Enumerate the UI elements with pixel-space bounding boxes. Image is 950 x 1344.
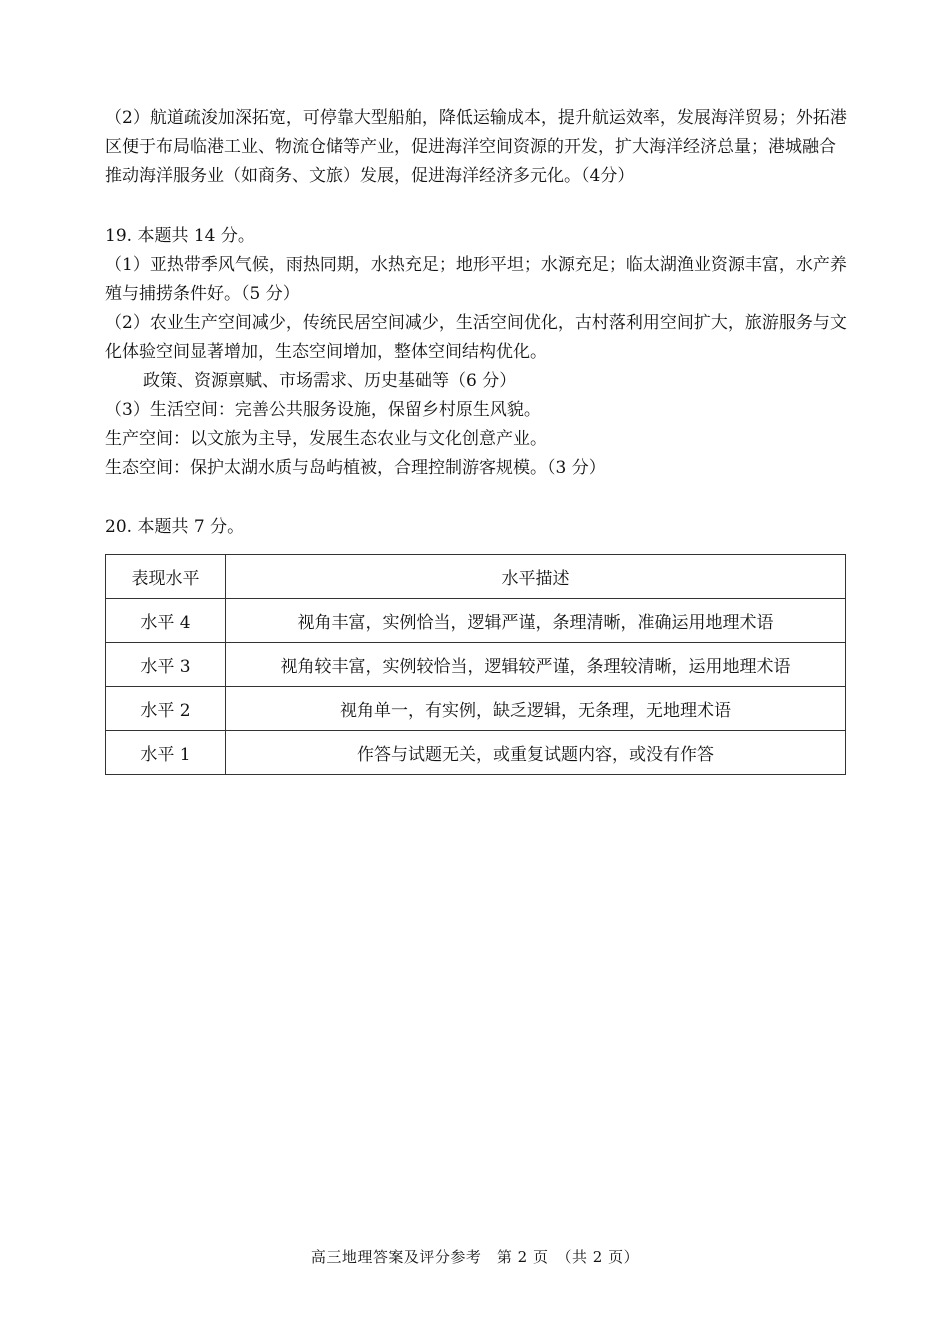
q19-part3-living-space: （3）生活空间：完善公共服务设施，保留乡村原生风貌。 — [105, 400, 541, 420]
row-description: 视角单一，有实例，缺乏逻辑，无条理，无地理术语 — [226, 687, 846, 731]
header-level: 表现水平 — [106, 555, 226, 599]
q19-part2-answer: （2）农业生产空间减少，传统民居空间减少，生活空间优化，古村落利用空间扩大，旅游服务与文化体验空间显著增加，生态空间增加，整体空间结构优化。 — [105, 313, 847, 362]
q19-heading: 19. 本题共 14 分。 — [105, 226, 255, 246]
row-level: 水平 3 — [106, 643, 226, 687]
row-level: 水平 2 — [106, 687, 226, 731]
table-row — [106, 687, 846, 731]
row-description: 作答与试题无关，或重复试题内容，或没有作答 — [226, 731, 846, 775]
table-row — [106, 643, 846, 687]
q20-heading: 20. 本题共 7 分。 — [105, 517, 245, 537]
row-description: 视角较丰富，实例较恰当，逻辑较严谨，条理较清晰，运用地理术语 — [226, 643, 846, 687]
table-row — [106, 599, 846, 643]
table-header-row — [106, 555, 846, 599]
header-description: 水平描述 — [226, 555, 846, 599]
q19-part2-factors: 政策、资源禀赋、市场需求、历史基础等（6 分） — [143, 371, 517, 391]
row-level: 水平 4 — [106, 599, 226, 643]
row-level: 水平 1 — [106, 731, 226, 775]
row-description: 视角丰富，实例恰当，逻辑严谨，条理清晰，准确运用地理术语 — [226, 599, 846, 643]
table-row — [106, 731, 846, 775]
q19-part3-production-space: 生产空间：以文旅为主导，发展生态农业与文化创意产业。 — [105, 429, 547, 449]
q18-part2-answer: （2）航道疏浚加深拓宽，可停靠大型船舶，降低运输成本，提升航运效率，发展海洋贸易；外拓港区便于布局临港工业、物流仓储等产业，促进海洋空间资源的开发，扩大海洋经济总量；港城融合推动海洋服务业（如商务、文旅）发展，促进海洋经济多元化。（4分） — [105, 108, 847, 186]
q19-part1-answer: （1）亚热带季风气候，雨热同期，水热充足；地形平坦；水源充足；临太湖渔业资源丰富，水产养殖与捕捞条件好。（5 分） — [105, 255, 847, 304]
q19-part3-ecological-space: 生态空间：保护太湖水质与岛屿植被，合理控制游客规模。（3 分） — [105, 458, 606, 478]
q20-rubric-table — [105, 554, 846, 775]
page-footer: 高三地理答案及评分参考 第 2 页 （共 2 页） — [310, 1248, 640, 1266]
